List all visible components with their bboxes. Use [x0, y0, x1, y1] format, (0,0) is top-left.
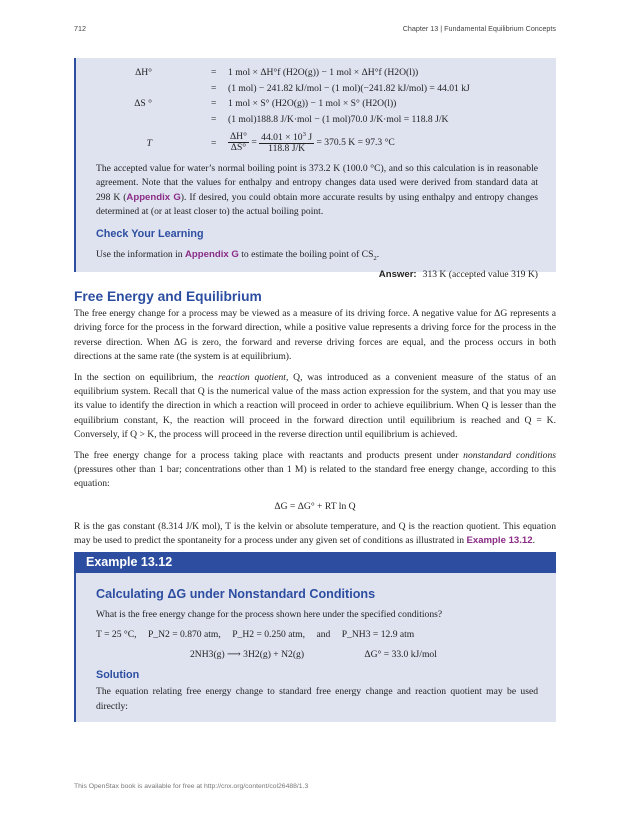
- dh-row-1: [96, 66, 538, 82]
- condition-p-n2: P_N2 = 0.870 atm,: [147, 629, 221, 641]
- eq-sign: =: [211, 98, 217, 109]
- section-body: [74, 307, 556, 549]
- paragraph-4: R is the gas constant (8.314 J/K mol), T is the kelvin or absolute temperature, and Q is the reaction quotient. This equation may be used to predict the spontaneity for a process under any given set of conditions as illustrated in Example 13.12.: [74, 521, 556, 547]
- example-13-12-link[interactable]: Example 13.12: [466, 535, 533, 547]
- eq-sign: =: [211, 67, 217, 78]
- dh-lhs: ΔH°: [135, 67, 152, 78]
- dh-line-2: (1 mol) − 241.82 kJ/mol − (1 mol)(−241.82 kJ/mol) = 44.01 kJ: [228, 82, 470, 94]
- eq-sign: =: [211, 138, 217, 149]
- check-your-learning-title: Check Your Learning: [96, 227, 204, 240]
- solution-text: The equation relating free energy change to standard free energy change and reaction quotient may be used directly:: [96, 686, 538, 712]
- t-row: [96, 131, 538, 156]
- paragraph-3: The free energy change for a process taking place with reactants and products present under nonstandard conditions (pressures other than 1 bar; concentrations other than 1 M) is related to the standard free energy change, according to this equation:: [74, 449, 556, 490]
- free-energy-equation: ΔG = ΔG° + RT ln Q: [274, 500, 356, 512]
- calculation-box: [74, 58, 556, 280]
- reaction-line: [96, 648, 538, 662]
- fraction-values: $\frac{44.01 \times 10^3 J}{118.8 J/K}$: [261, 131, 313, 155]
- condition-p-h2: P_H2 = 0.250 atm,: [232, 629, 306, 641]
- fraction-enthalpy-entropy: $\frac{\Delta H^\circ}{\Delta S^\circ}$: [230, 131, 247, 154]
- dh-row-2: [96, 82, 538, 98]
- eq-sign: =: [211, 113, 217, 125]
- example-label: Example 13.12: [74, 552, 556, 573]
- solution-title: Solution: [96, 669, 140, 682]
- dh-line-1: 1 mol × ΔH°f (H2O(g)) − 1 mol × ΔH°f (H2O(l)): [228, 67, 419, 78]
- ds-line-2: (1 mol)188.8 J/K·mol − (1 mol)70.0 J/K·mol = 118.8 J/K: [228, 113, 449, 125]
- answer-label: Answer:: [378, 268, 417, 280]
- example-title: Calculating ΔG under Nonstandard Conditions: [96, 587, 376, 601]
- paragraph-2: In the section on equilibrium, the reaction quotient, Q, was introduced as a convenient measure of the status of an equilibrium system. Recall that Q is the numerical value of the mass action expression for the system, and that you may use its value to identify the direction in which a reaction will proceed in order to achieve equilibrium. When Q is lesser than the equilibrium constant, K, the reaction will proceed in the forward direction until equilibrium is reached and Q = K. Conversely, if Q > K, the process will proceed in the reverse direction until equilibrium is achieved.: [74, 371, 556, 441]
- t-expression: $\frac{\Delta H^\circ}{\Delta S^\circ}$ = $\frac{44.01 \times 10^3 J}{118.8 J/K}$ = 370.5 K = 97.3 °C: [230, 131, 395, 155]
- check-your-learning-text: Use the information in Appendix G to estimate the boiling point of $CS_2$.: [96, 248, 380, 262]
- condition-p-nh3: P_NH3 = 12.9 atm: [341, 629, 415, 641]
- example-box: [74, 552, 556, 722]
- conditions-line: [96, 628, 538, 642]
- answer-line: [96, 268, 538, 282]
- ds-row-2: [96, 113, 538, 129]
- ds-line-1: 1 mol × S° (H2O(g)) − 1 mol × S° (H2O(l)): [228, 98, 397, 109]
- example-question: What is the free energy change for the process shown here under the specified conditions?: [96, 608, 443, 620]
- ds-row-1: [96, 97, 538, 113]
- condition-temperature: T = 25 °C,: [96, 629, 137, 641]
- footer-note: This OpenStax book is available for free at http://cnx.org/content/col26488/1.3: [74, 783, 309, 790]
- t-lhs: T: [146, 138, 152, 149]
- chapter-header: Chapter 13 | Fundamental Equilibrium Concepts: [402, 24, 556, 33]
- paragraph-1: The free energy change for a process may be viewed as a measure of its driving force. A negative value for ΔG represents a driving force for the process in the forward direction, while a positive value represents a driving force for the process in the reverse direction. When ΔG is zero, the forward and reverse driving forces are equal, and the process occurs in both directions at the same rate (the system is at equilibrium).: [74, 308, 556, 363]
- page-number: 712: [74, 24, 86, 33]
- boiling-point-paragraph: The accepted value for water’s normal boiling point is 373.2 K (100.0 °C), and so this calculation is in reasonable agreement. Note that the values for enthalpy and entropy changes data used were derived from standard data at 298 K (Appendix G). If desired, you could obtain more accurate results by using enthalpy and entropy changes determined at (or at least closer to) the actual boiling point.: [96, 163, 538, 218]
- ds-lhs: ΔS °: [134, 98, 152, 109]
- standard-free-energy: ΔG° = 33.0 kJ/mol: [364, 648, 437, 660]
- reaction-equation: 2NH3(g) ⟶ 3H2(g) + N2(g): [190, 648, 305, 660]
- condition-and: and: [316, 629, 331, 641]
- section-title: Free Energy and Equilibrium: [74, 289, 262, 304]
- answer-text: 313 K (accepted value 319 K): [422, 268, 538, 280]
- appendix-g-link[interactable]: Appendix G: [126, 191, 181, 203]
- appendix-g-link-2[interactable]: Appendix G: [185, 248, 239, 260]
- t-result: = 370.5 K = 97.3 °C: [316, 136, 395, 148]
- eq-sign: =: [211, 82, 217, 94]
